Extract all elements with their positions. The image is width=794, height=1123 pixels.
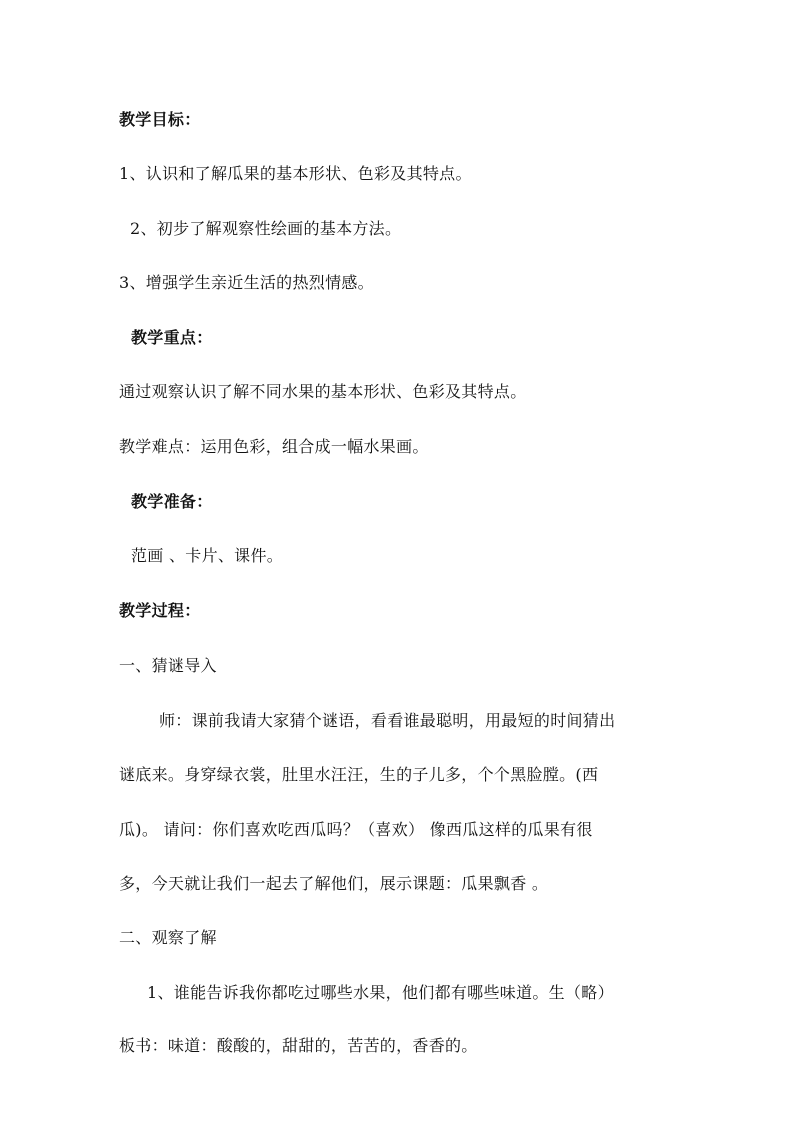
- section-2-paragraph-line-1: 1、谁能告诉我你都吃过哪些水果，他们都有哪些味道。生（略）: [147, 983, 614, 1002]
- difficulties-text: 教学难点：运用色彩，组合成一幅水果画。: [119, 437, 429, 456]
- section-2-title: 二、观察了解: [119, 928, 217, 947]
- heading-preparation: 教学准备：: [131, 492, 213, 511]
- key-points-text: 通过观察认识了解不同水果的基本形状、色彩及其特点。: [119, 382, 527, 401]
- heading-teaching-process: 教学过程：: [119, 601, 201, 620]
- heading-key-points: 教学重点：: [131, 328, 213, 347]
- section-1-paragraph-line-2: 谜底来。身穿绿衣裳，肚里水汪汪，生的子儿多，个个黑脸膛。(西: [119, 765, 599, 784]
- heading-teaching-goals: 教学目标：: [119, 110, 201, 129]
- section-1-paragraph-line-4: 多，今天就让我们一起去了解他们，展示课题：瓜果飘香 。: [119, 874, 549, 893]
- section-1-paragraph-line-3: 瓜)。 请问：你们喜欢吃西瓜吗？（喜欢） 像西瓜这样的瓜果有很: [119, 820, 593, 839]
- section-1-title: 一、猜谜导入: [119, 656, 217, 675]
- goal-item-3: 3、增强学生亲近生活的热烈情感。: [119, 273, 374, 292]
- preparation-text: 范画 、卡片、课件。: [131, 546, 284, 565]
- section-2-paragraph-line-2: 板书：味道：酸酸的，甜甜的，苦苦的，香香的。: [119, 1036, 478, 1055]
- section-1-paragraph-line-1: 师：课前我请大家猜个谜语，看看谁最聪明，用最短的时间猜出: [159, 711, 616, 730]
- goal-item-2: 2、初步了解观察性绘画的基本方法。: [130, 219, 402, 238]
- goal-item-1: 1、认识和了解瓜果的基本形状、色彩及其特点。: [119, 164, 472, 183]
